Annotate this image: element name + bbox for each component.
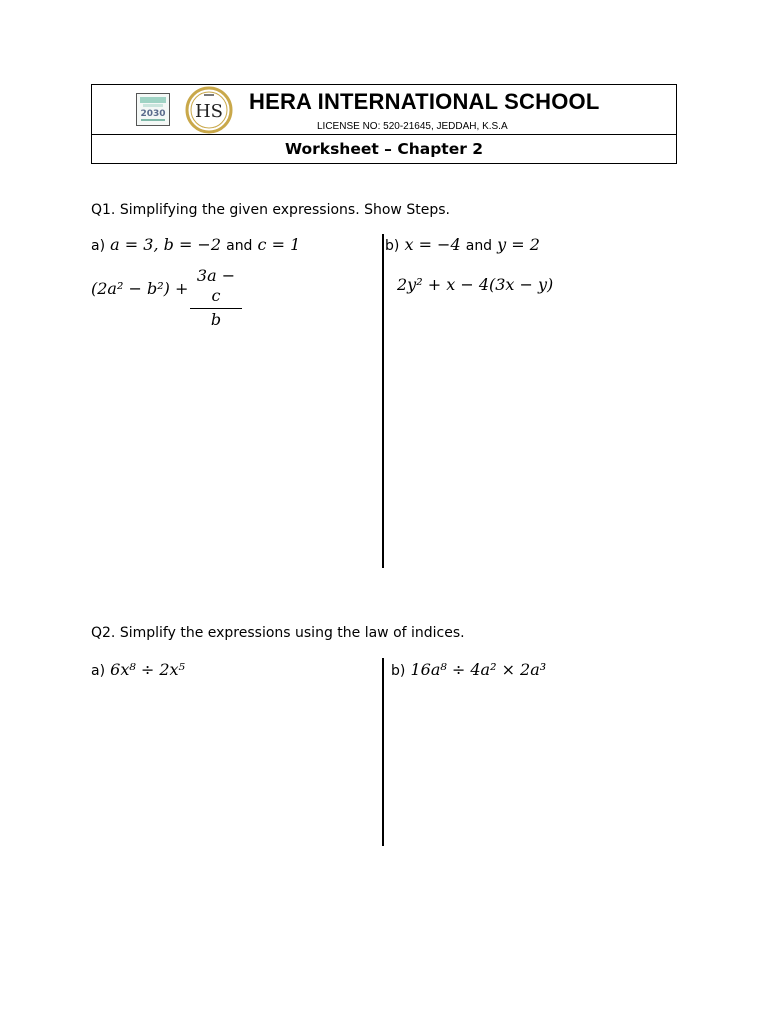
school-seal-logo <box>184 85 234 135</box>
school-header <box>91 84 677 164</box>
logo-initials: HS <box>194 101 224 122</box>
q2a-expr: 6x⁸ ÷ 2x⁵ <box>110 660 185 679</box>
q1a-given-1: a = 3, b = −2 <box>110 235 222 254</box>
q2a-label: a) <box>91 663 106 679</box>
q2a-row <box>91 660 185 679</box>
q1b-givens <box>385 235 540 254</box>
q1a-givens <box>91 235 300 254</box>
q2-column-divider <box>382 658 384 846</box>
q2-title: Q2. Simplify the expressions using the law of indices. <box>91 625 465 641</box>
q1a-fraction-numerator: 3a − c <box>190 266 242 309</box>
q1a-fraction-denominator: b <box>210 310 222 329</box>
q2b-label: b) <box>391 663 406 679</box>
worksheet-title: Worksheet – Chapter 2 <box>284 140 484 158</box>
q1a-and: and <box>226 238 253 254</box>
q1b-expr: 2y² + x − 4(3x − y) <box>397 275 554 294</box>
vision-2030-logo <box>136 93 170 126</box>
vision-logo-text: 2030 <box>140 109 166 119</box>
q1a-expression-left <box>91 279 188 298</box>
q1-column-divider <box>382 234 384 568</box>
license-number: LICENSE NO: 520-21645, JEDDAH, K.S.A <box>317 121 508 132</box>
q1b-and: and <box>465 238 493 254</box>
q2b-expr: 16a⁸ ÷ 4a² × 2a³ <box>410 660 547 679</box>
q1a-fraction <box>190 266 242 330</box>
q1b-label: b) <box>385 238 400 254</box>
q1b-expression <box>397 275 553 294</box>
q1a-expr-left: (2a² − b²) + <box>91 279 189 298</box>
q1b-given-2: y = 2 <box>497 235 540 254</box>
q1a-label: a) <box>91 238 106 254</box>
q1a-given-2: c = 1 <box>257 235 301 254</box>
header-top-row <box>92 85 676 135</box>
q1-title: Q1. Simplifying the given expressions. Show Steps. <box>91 202 450 218</box>
q1b-given-1: x = −4 <box>404 235 461 254</box>
school-name: HERA INTERNATIONAL SCHOOL <box>249 89 600 114</box>
q2b-row <box>391 660 546 679</box>
